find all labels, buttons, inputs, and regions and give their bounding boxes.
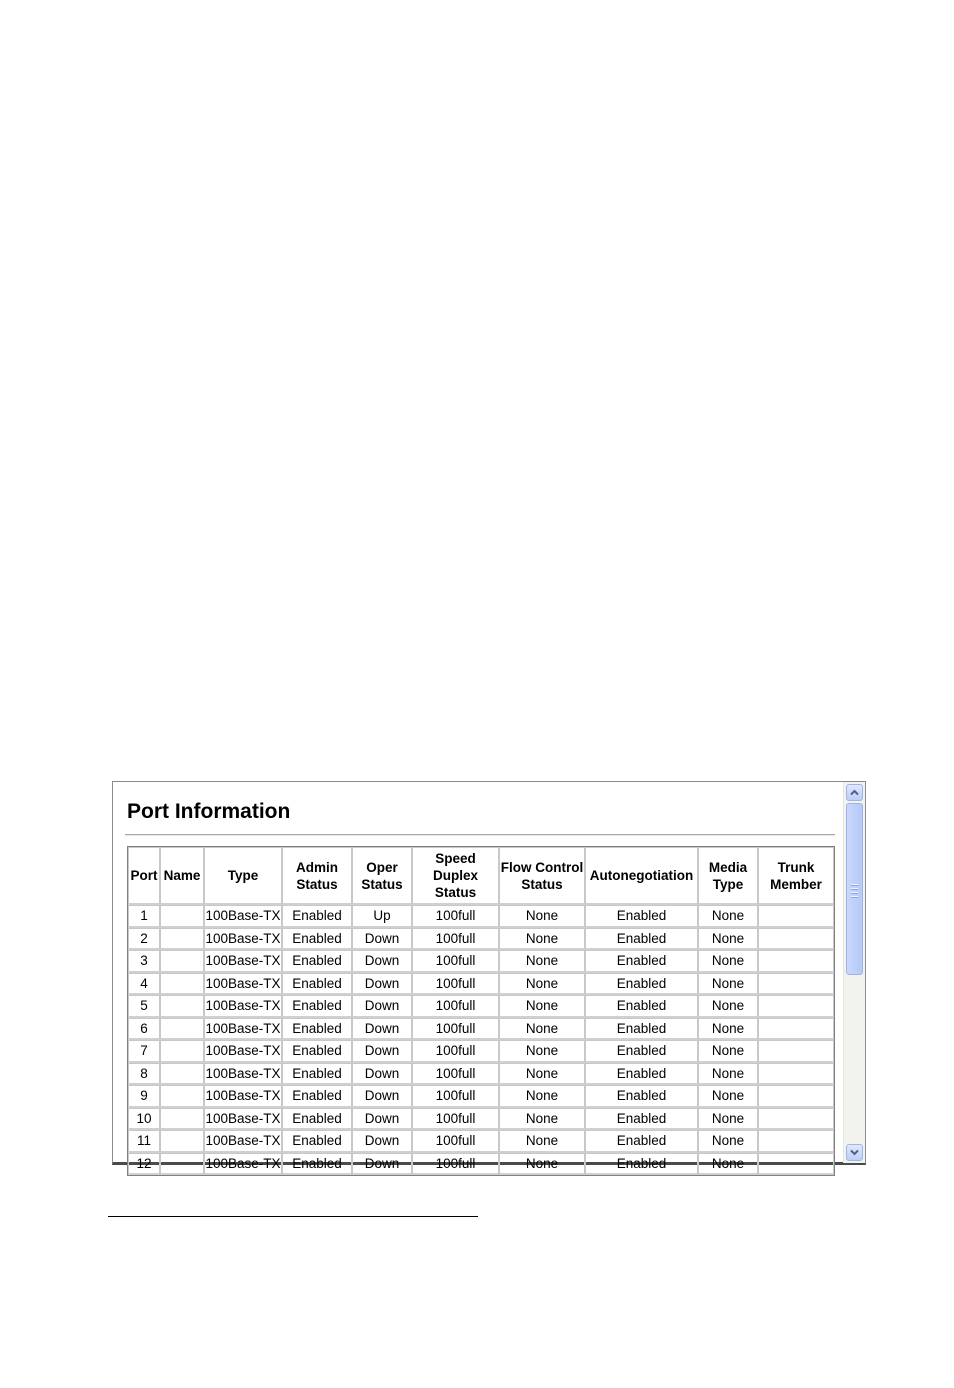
- column-header-port: Port: [128, 847, 160, 905]
- cell-autonegotiation: Enabled: [585, 1108, 698, 1131]
- cell-media-type: None: [698, 1018, 758, 1041]
- cell-name: [160, 928, 204, 951]
- cell-trunk-member: [758, 1018, 834, 1041]
- table-row: [128, 1130, 834, 1153]
- cell-media-type: None: [698, 973, 758, 996]
- cell-admin-status: Enabled: [282, 1108, 352, 1131]
- cell-port: 5: [128, 995, 160, 1018]
- scroll-down-button[interactable]: [846, 1144, 863, 1161]
- table-row: [128, 973, 834, 996]
- column-header-trunk-member: Trunk Member: [758, 847, 834, 905]
- cell-trunk-member: [758, 928, 834, 951]
- cell-oper-status: Down: [352, 1018, 412, 1041]
- cell-speed-duplex: 100full: [412, 1063, 499, 1086]
- table-row: [128, 1040, 834, 1063]
- cell-trunk-member: [758, 1085, 834, 1108]
- cell-port: 4: [128, 973, 160, 996]
- column-header-name: Name: [160, 847, 204, 905]
- cell-oper-status: Down: [352, 928, 412, 951]
- cell-trunk-member: [758, 1063, 834, 1086]
- cell-trunk-member: [758, 1108, 834, 1131]
- cell-trunk-member: [758, 1153, 834, 1176]
- cell-trunk-member: [758, 905, 834, 928]
- cell-type: 100Base-TX: [204, 1130, 282, 1153]
- cell-flow-control: None: [499, 1130, 585, 1153]
- cell-flow-control: None: [499, 928, 585, 951]
- cell-autonegotiation: Enabled: [585, 950, 698, 973]
- footnote-divider: [108, 1216, 478, 1217]
- cell-port: 11: [128, 1130, 160, 1153]
- cell-port: 8: [128, 1063, 160, 1086]
- cell-oper-status: Down: [352, 1130, 412, 1153]
- cell-media-type: None: [698, 1085, 758, 1108]
- cell-type: 100Base-TX: [204, 950, 282, 973]
- cell-name: [160, 905, 204, 928]
- cell-admin-status: Enabled: [282, 1085, 352, 1108]
- cell-speed-duplex: 100full: [412, 1153, 499, 1176]
- column-header-speed-duplex-status: Speed Duplex Status: [412, 847, 499, 905]
- cell-media-type: None: [698, 928, 758, 951]
- cell-admin-status: Enabled: [282, 905, 352, 928]
- cell-admin-status: Enabled: [282, 1063, 352, 1086]
- cell-flow-control: None: [499, 1153, 585, 1176]
- cell-port: 2: [128, 928, 160, 951]
- port-table-body: [128, 905, 834, 1175]
- cell-type: 100Base-TX: [204, 1085, 282, 1108]
- column-header-admin-status: Admin Status: [282, 847, 352, 905]
- cell-autonegotiation: Enabled: [585, 1130, 698, 1153]
- cell-media-type: None: [698, 1130, 758, 1153]
- cell-name: [160, 1040, 204, 1063]
- cell-oper-status: Down: [352, 995, 412, 1018]
- cell-trunk-member: [758, 1130, 834, 1153]
- cell-port: 7: [128, 1040, 160, 1063]
- cell-media-type: None: [698, 1063, 758, 1086]
- cell-autonegotiation: Enabled: [585, 1153, 698, 1176]
- table-row: [128, 1018, 834, 1041]
- cell-trunk-member: [758, 950, 834, 973]
- cell-speed-duplex: 100full: [412, 1040, 499, 1063]
- table-row: [128, 995, 834, 1018]
- cell-oper-status: Down: [352, 1153, 412, 1176]
- port-information-window: [112, 781, 866, 1171]
- cell-trunk-member: [758, 1040, 834, 1063]
- cell-port: 10: [128, 1108, 160, 1131]
- scrollbar-thumb[interactable]: [846, 803, 863, 975]
- column-header-type: Type: [204, 847, 282, 905]
- cell-media-type: None: [698, 1153, 758, 1176]
- cell-type: 100Base-TX: [204, 1153, 282, 1176]
- cell-speed-duplex: 100full: [412, 928, 499, 951]
- cell-admin-status: Enabled: [282, 995, 352, 1018]
- cell-oper-status: Down: [352, 950, 412, 973]
- cell-type: 100Base-TX: [204, 928, 282, 951]
- column-header-oper-status: Oper Status: [352, 847, 412, 905]
- cell-name: [160, 995, 204, 1018]
- cell-autonegotiation: Enabled: [585, 1018, 698, 1041]
- grip-icon: [851, 884, 858, 900]
- cell-name: [160, 1153, 204, 1176]
- cell-media-type: None: [698, 905, 758, 928]
- cell-oper-status: Down: [352, 1108, 412, 1131]
- scroll-up-button[interactable]: [846, 784, 863, 801]
- cell-flow-control: None: [499, 1063, 585, 1086]
- cell-port: 1: [128, 905, 160, 928]
- cell-name: [160, 950, 204, 973]
- cell-admin-status: Enabled: [282, 950, 352, 973]
- cell-name: [160, 1063, 204, 1086]
- cell-flow-control: None: [499, 973, 585, 996]
- cell-type: 100Base-TX: [204, 1040, 282, 1063]
- cell-autonegotiation: Enabled: [585, 1040, 698, 1063]
- cell-flow-control: None: [499, 1108, 585, 1131]
- cell-type: 100Base-TX: [204, 973, 282, 996]
- cell-autonegotiation: Enabled: [585, 1063, 698, 1086]
- cell-flow-control: None: [499, 995, 585, 1018]
- cell-type: 100Base-TX: [204, 1063, 282, 1086]
- cell-speed-duplex: 100full: [412, 995, 499, 1018]
- cell-name: [160, 1130, 204, 1153]
- page-title: Port Information: [127, 800, 291, 823]
- cell-type: 100Base-TX: [204, 1108, 282, 1131]
- cell-type: 100Base-TX: [204, 995, 282, 1018]
- cell-media-type: None: [698, 995, 758, 1018]
- table-header-row: [128, 847, 834, 905]
- title-divider: [125, 834, 835, 836]
- cell-media-type: None: [698, 1108, 758, 1131]
- cell-port: 3: [128, 950, 160, 973]
- table-row: [128, 928, 834, 951]
- column-header-media-type: Media Type: [698, 847, 758, 905]
- table-row: [128, 1153, 834, 1176]
- cell-autonegotiation: Enabled: [585, 973, 698, 996]
- cell-speed-duplex: 100full: [412, 1130, 499, 1153]
- cell-oper-status: Down: [352, 1063, 412, 1086]
- cell-trunk-member: [758, 973, 834, 996]
- cell-speed-duplex: 100full: [412, 973, 499, 996]
- table-row: [128, 950, 834, 973]
- cell-name: [160, 1018, 204, 1041]
- cell-type: 100Base-TX: [204, 905, 282, 928]
- cell-speed-duplex: 100full: [412, 1108, 499, 1131]
- cell-autonegotiation: Enabled: [585, 1085, 698, 1108]
- column-header-autonegotiation: Autonegotiation: [585, 847, 698, 905]
- cell-port: 12: [128, 1153, 160, 1176]
- cell-oper-status: Down: [352, 973, 412, 996]
- chevron-down-icon: [850, 1149, 859, 1156]
- cell-trunk-member: [758, 995, 834, 1018]
- cell-autonegotiation: Enabled: [585, 905, 698, 928]
- cell-type: 100Base-TX: [204, 1018, 282, 1041]
- cell-flow-control: None: [499, 950, 585, 973]
- port-table: [127, 846, 835, 1176]
- cell-flow-control: None: [499, 905, 585, 928]
- cell-admin-status: Enabled: [282, 973, 352, 996]
- cell-port: 6: [128, 1018, 160, 1041]
- table-row: [128, 1085, 834, 1108]
- cell-speed-duplex: 100full: [412, 950, 499, 973]
- table-row: [128, 1063, 834, 1086]
- cell-name: [160, 1085, 204, 1108]
- cell-speed-duplex: 100full: [412, 1085, 499, 1108]
- cell-flow-control: None: [499, 1085, 585, 1108]
- cell-admin-status: Enabled: [282, 1040, 352, 1063]
- cell-oper-status: Down: [352, 1085, 412, 1108]
- content-viewport: [113, 782, 844, 1171]
- cell-autonegotiation: Enabled: [585, 928, 698, 951]
- cell-admin-status: Enabled: [282, 1153, 352, 1176]
- cell-flow-control: None: [499, 1040, 585, 1063]
- cell-admin-status: Enabled: [282, 1018, 352, 1041]
- column-header-flow-control-status: Flow Control Status: [499, 847, 585, 905]
- cell-media-type: None: [698, 1040, 758, 1063]
- cell-speed-duplex: 100full: [412, 1018, 499, 1041]
- table-row: [128, 1108, 834, 1131]
- cell-port: 9: [128, 1085, 160, 1108]
- cell-speed-duplex: 100full: [412, 905, 499, 928]
- chevron-up-icon: [850, 789, 859, 796]
- cell-flow-control: None: [499, 1018, 585, 1041]
- cell-oper-status: Up: [352, 905, 412, 928]
- vertical-scrollbar[interactable]: [843, 782, 865, 1163]
- cell-media-type: None: [698, 950, 758, 973]
- cell-admin-status: Enabled: [282, 928, 352, 951]
- cell-name: [160, 973, 204, 996]
- cell-admin-status: Enabled: [282, 1130, 352, 1153]
- cell-autonegotiation: Enabled: [585, 995, 698, 1018]
- cell-oper-status: Down: [352, 1040, 412, 1063]
- cell-name: [160, 1108, 204, 1131]
- table-row: [128, 905, 834, 928]
